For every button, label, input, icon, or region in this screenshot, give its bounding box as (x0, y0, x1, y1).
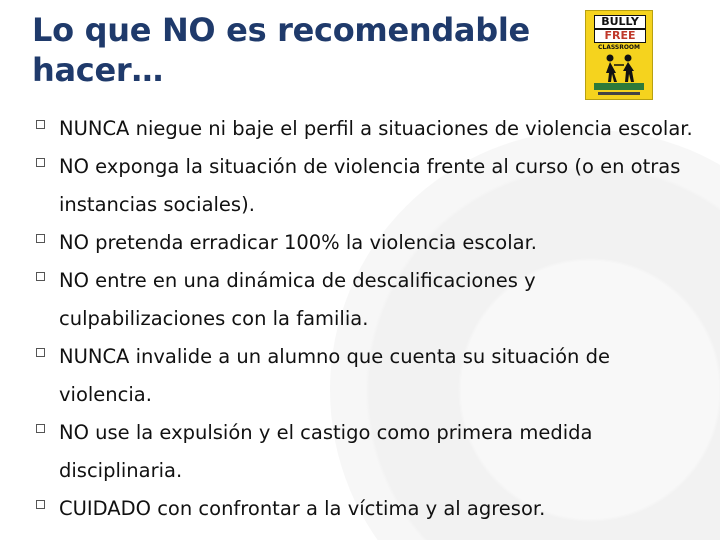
list-item-text: CUIDADO con confrontar a la víctima y al agresor. (59, 497, 546, 520)
list-item-text: NO entre en una dinámica de descalificaciones y culpabilizaciones con la familia. (59, 269, 536, 330)
logo-band (594, 83, 644, 90)
square-bullet-icon (36, 158, 45, 167)
children-icon (600, 53, 640, 83)
square-bullet-icon (36, 500, 45, 509)
logo-band-small (598, 92, 640, 95)
list-item-text: NO use la expulsión y el castigo como primera medida disciplinaria. (59, 421, 593, 482)
square-bullet-icon (36, 120, 45, 129)
square-bullet-icon (36, 272, 45, 281)
list-item-text: NUNCA invalide a un alumno que cuenta su situación de violencia. (59, 345, 610, 406)
list-item (36, 224, 706, 262)
list-item (36, 490, 706, 528)
bully-free-classroom-logo (585, 10, 653, 100)
list-item-text: NUNCA niegue ni baje el perfil a situaciones de violencia escolar. (59, 117, 693, 140)
logo-text-classroom: CLASSROOM (597, 44, 641, 51)
bullet-list (36, 110, 706, 528)
list-item-text: NO pretenda erradicar 100% la violencia escolar. (59, 231, 538, 254)
logo-text-free: FREE (594, 29, 646, 43)
slide-title: Lo que NO es recomendable hacer… (32, 11, 530, 89)
list-item (36, 262, 706, 338)
list-item (36, 110, 706, 148)
list-item-text: NO exponga la situación de violencia frente al curso (o en otras instancias sociales). (59, 155, 681, 216)
list-item (36, 148, 706, 224)
square-bullet-icon (36, 234, 45, 243)
list-item (36, 338, 706, 414)
square-bullet-icon (36, 348, 45, 357)
list-item (36, 414, 706, 490)
logo-text-bully: BULLY (594, 15, 646, 29)
square-bullet-icon (36, 424, 45, 433)
